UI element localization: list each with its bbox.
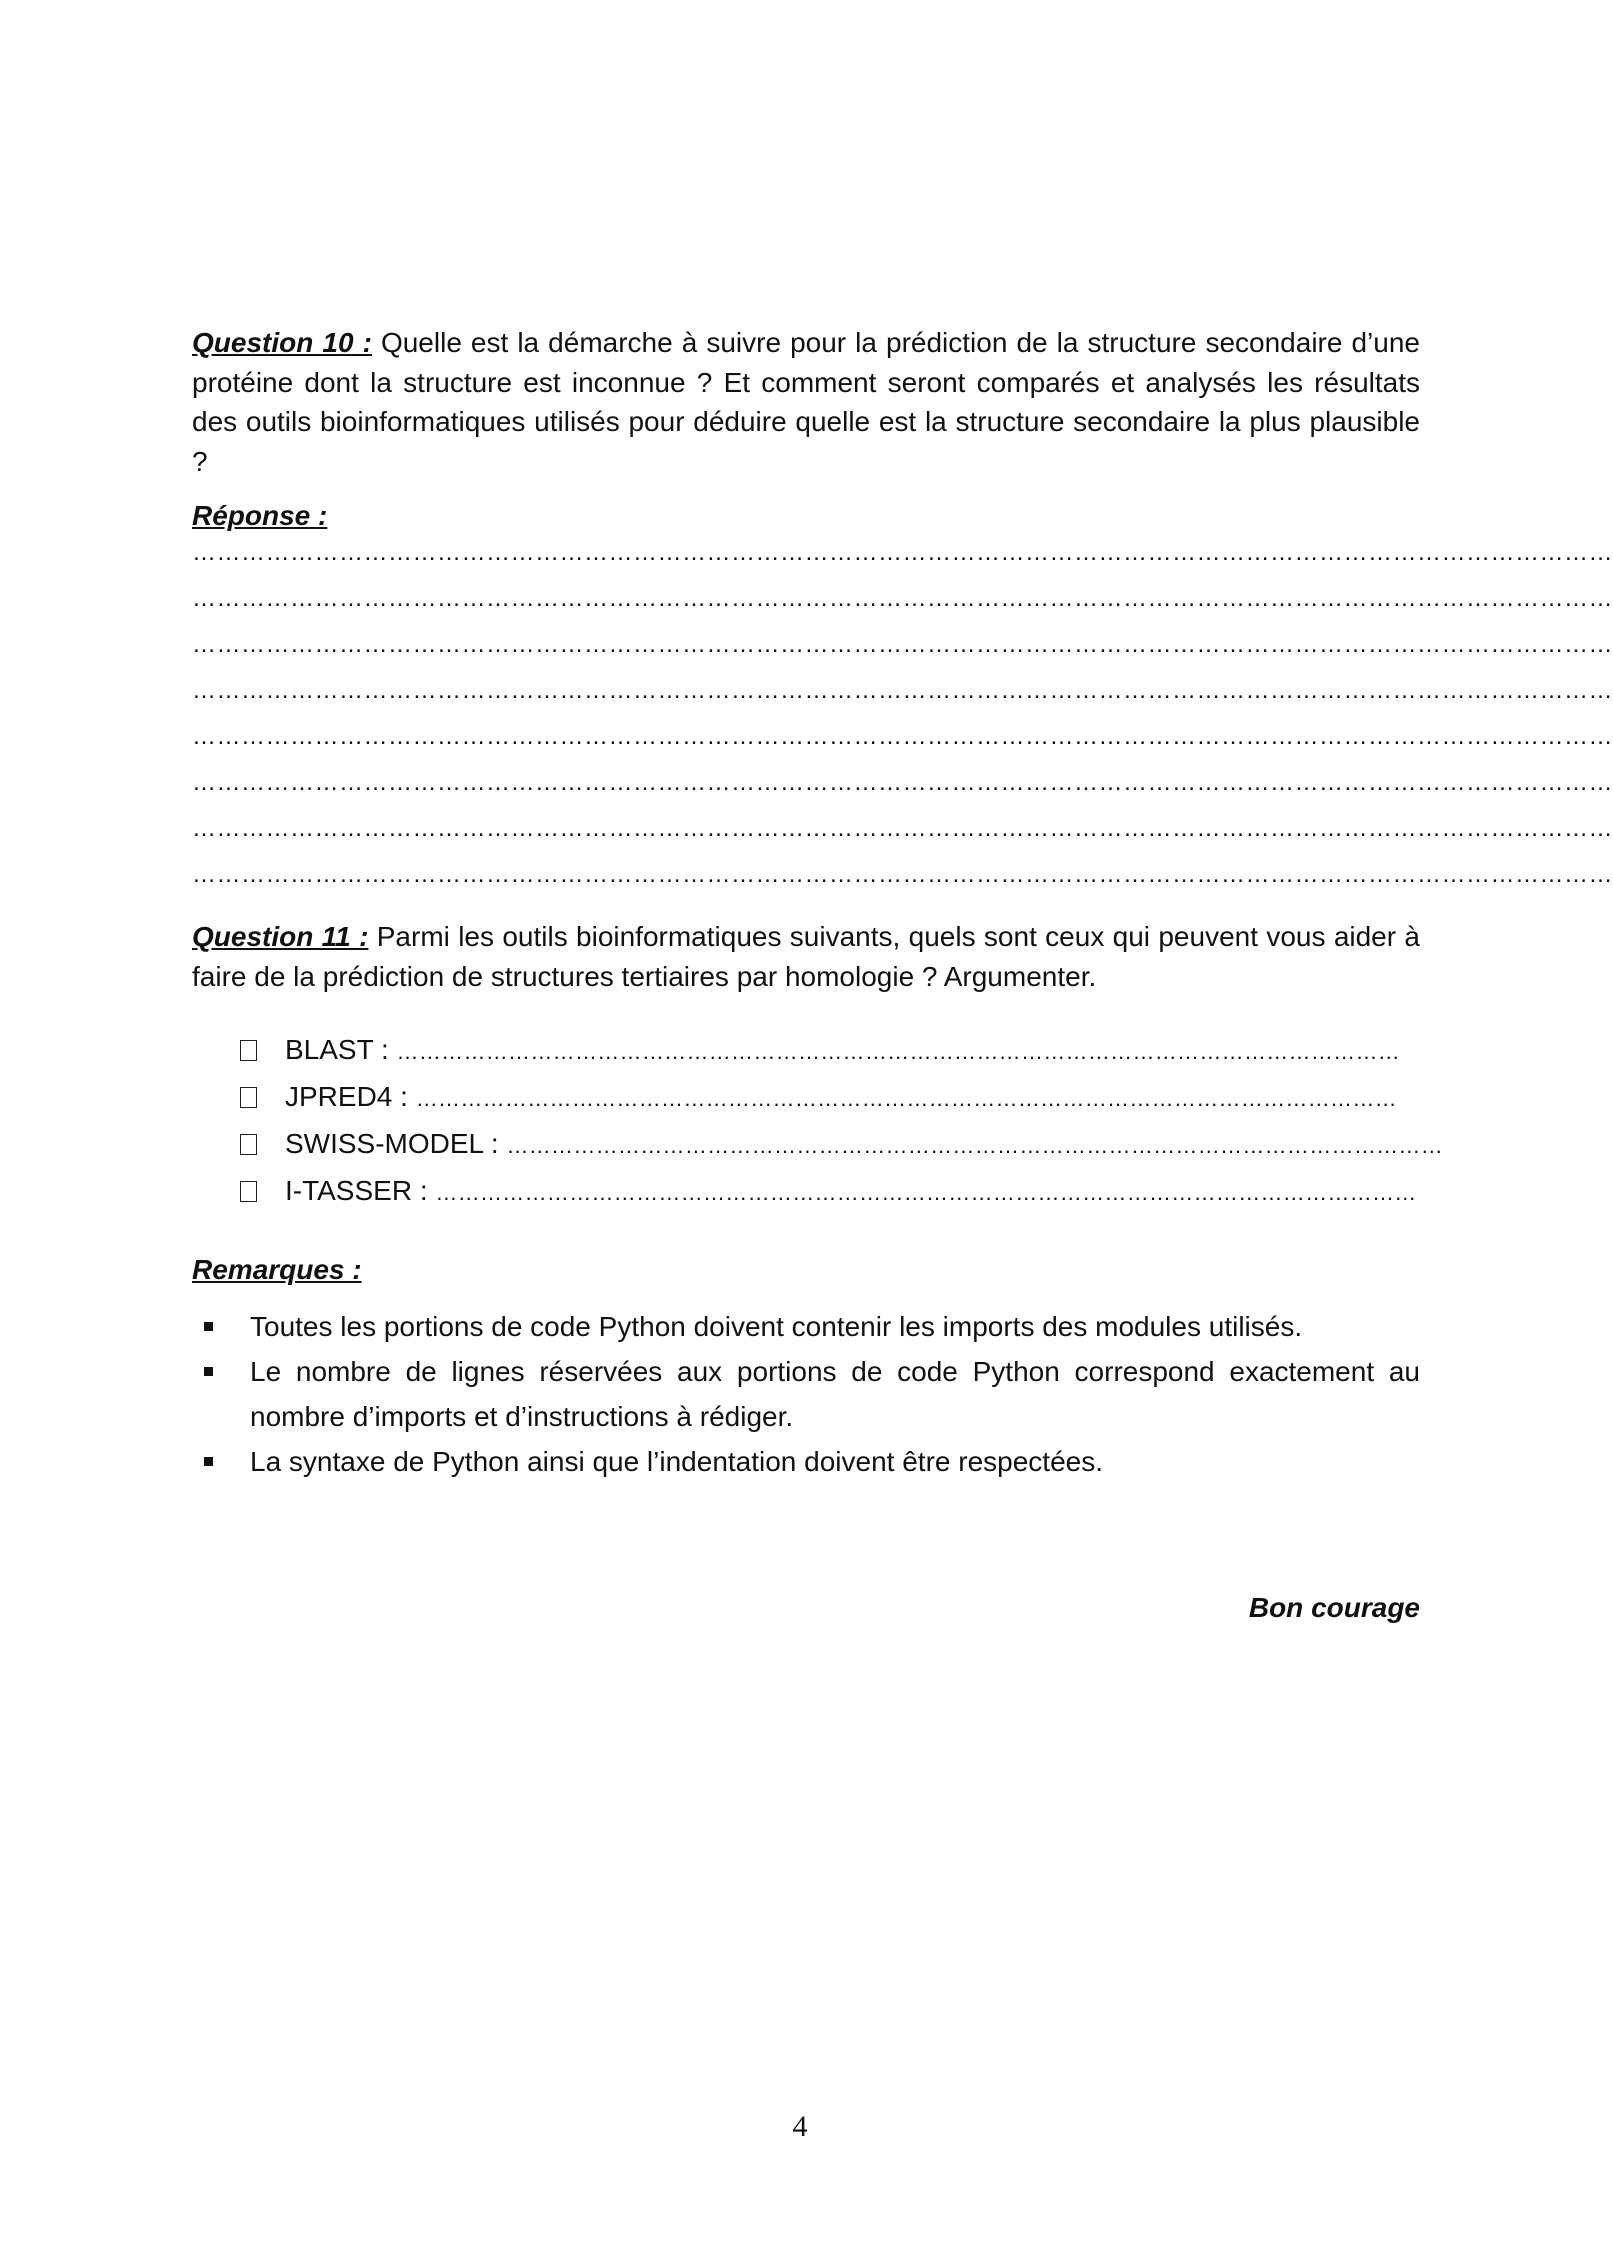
question-11 [192,917,1420,996]
checkbox-icon[interactable] [240,1087,257,1108]
option-name: BLAST : [285,1034,389,1065]
answer-line[interactable]: ………………………………………………………………………………………………………………………………………………………… [192,723,1613,750]
question-10-label: Question 10 : [192,327,372,358]
answer-line[interactable]: ………………………………………………………………………………………………………………………………………………………… [192,815,1613,842]
answer-line[interactable]: ………………………………………………………………………………………………………………………………………………………… [192,769,1613,796]
question-10-text: Quelle est la démarche à suivre pour la prédiction de la structure secondaire d’une protéine dont la structure est inconnue ? Et comment seront comparés et analysés les résultats des outils bioinformatiques utilisés pour déduire quelle est la structure secondaire la plus plausible ? [192,327,1420,477]
option-name: I-TASSER : [285,1175,428,1206]
option-swiss-model [240,1124,1444,1164]
bullet-icon [204,1457,213,1466]
closing-text: Bon courage [1248,1592,1420,1623]
answer-line[interactable]: ………………………………………………………………………………………………………………………………………………………… [192,861,1613,888]
option-leader[interactable]: …………………………………………………………………………………………………………………… [415,1086,1397,1111]
bullet-icon [204,1322,213,1331]
question-11-text: Parmi les outils bioinformatiques suivants, quels sont ceux qui peuvent vous aider à faire de la prédiction de structures tertiaires par homologie ? Argumenter. [192,921,1420,992]
checkbox-icon[interactable] [240,1040,257,1061]
option-jpred4 [240,1077,1420,1117]
question-10 [192,323,1420,481]
option-name: JPRED4 : [285,1081,408,1112]
remark-item [250,1349,1420,1439]
option-leader[interactable]: ……………………………………………………………………………………………………………………… [396,1039,1401,1064]
option-leader[interactable]: ……………………………………………………………………………………………………………… [506,1133,1444,1158]
page-number: 4 [792,2110,808,2143]
remark-text: Toutes les portions de code Python doivent contenir les imports des modules utilisés. [250,1311,1303,1342]
remark-text: La syntaxe de Python ainsi que l’indentation doivent être respectées. [250,1446,1104,1477]
answer-line[interactable]: ………………………………………………………………………………………………………………………………………………………… [192,677,1613,704]
option-i-tasser [240,1171,1420,1211]
answer-line[interactable]: ………………………………………………………………………………………………………………………………………………………… [192,585,1613,612]
question-11-label: Question 11 : [192,921,369,952]
checkbox-icon[interactable] [240,1134,257,1155]
option-name: SWISS-MODEL : [285,1128,499,1159]
bullet-icon [204,1367,213,1376]
answer-line[interactable]: ………………………………………………………………………………………………………………………………………………………… [192,631,1613,658]
answer-section [192,496,1420,536]
option-leader[interactable]: …………………………………………………………………………………………………………………… [435,1180,1417,1205]
remark-text: Le nombre de lignes réservées aux portions de code Python correspond exactement au nombre d’imports et d’instructions à rédiger. [250,1356,1420,1432]
option-blast [240,1030,1420,1070]
remark-item [250,1439,1420,1484]
remarks-label: Remarques : [192,1254,362,1285]
remark-item [250,1304,1420,1349]
answer-line[interactable]: ………………………………………………………………………………………………………………………………………………………… [192,539,1613,566]
answer-label: Réponse : [192,500,328,531]
checkbox-icon[interactable] [240,1181,257,1202]
remarks-section [192,1250,1420,1290]
